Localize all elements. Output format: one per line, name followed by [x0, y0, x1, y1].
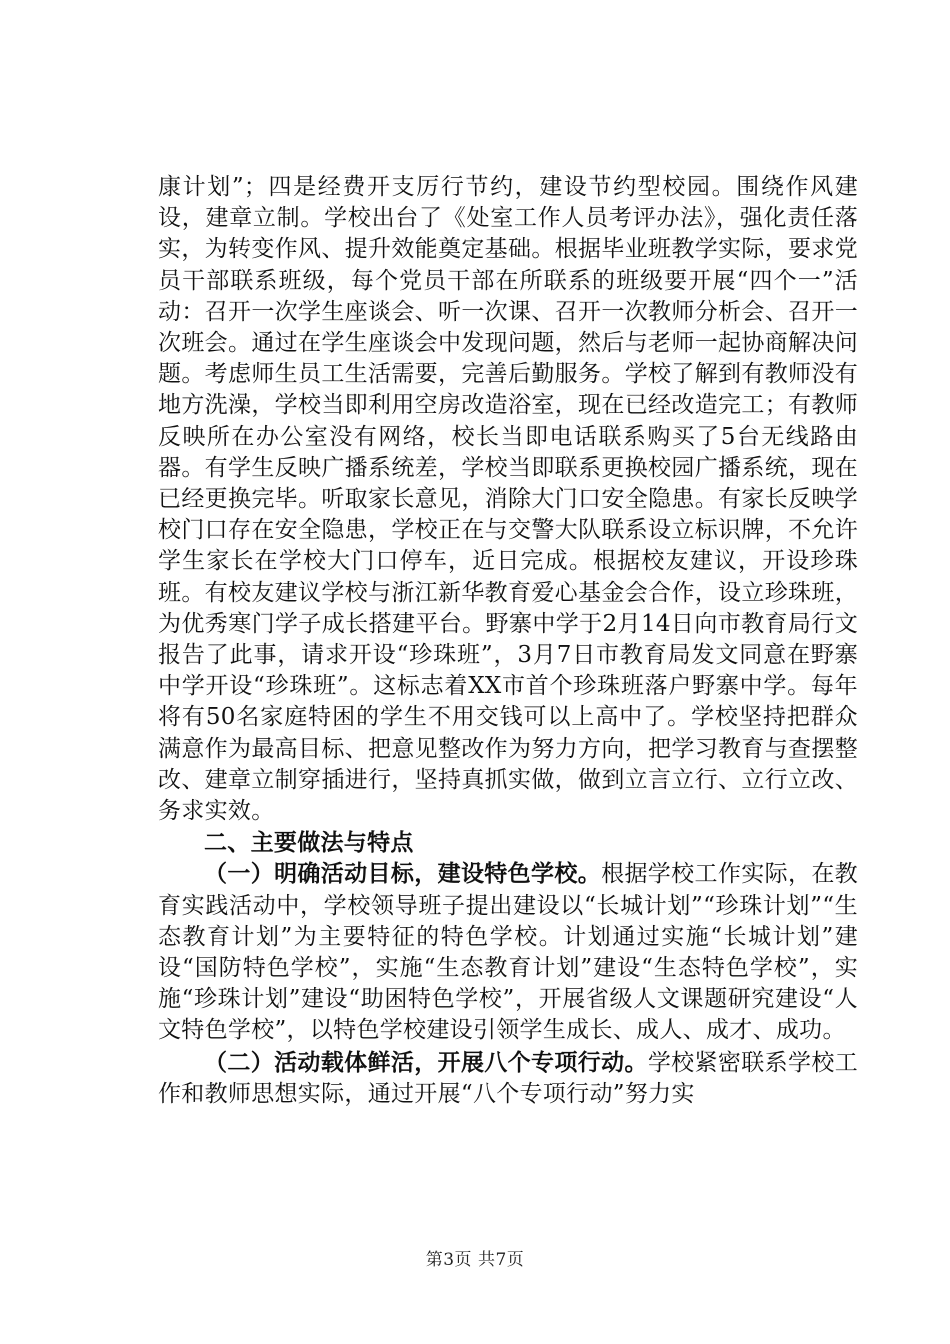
document-body [158, 172, 858, 1110]
subsection-body-1: 根据学校工作实际，在教育实践活动中，学校领导班子提出建设以“长城计划”“珍珠计划”“生态教育计划”为主要特征的特色学校。计划通过实施“长城计划”建设“国防特色学校”，实施“生态教育计划”建设“生态特色学校”，实施“珍珠计划”建设“助困特色学校”，开展省级人文课题研究建设“人文特色学校”，以特色学校建设引领学生成长、成人、成才、成功。 [158, 861, 858, 1044]
subsection-paragraph-2 [158, 1047, 858, 1110]
subsection-heading-1: （一）明确活动目标，建设特色学校。 [204, 860, 602, 888]
subsection-heading-2: （二）活动载体鲜活，开展八个专项行动。 [204, 1048, 648, 1076]
subsection-body-2: 学校紧密联系学校工作和教师思想实际，通过开展“八个专项行动”努力实 [158, 1049, 859, 1107]
section-heading: 二、主要做法与特点 [204, 829, 414, 857]
subsection-paragraph-1 [158, 858, 858, 1046]
page-footer: 第3页 共7页 [425, 1250, 525, 1270]
body-paragraph: 康计划”；四是经费开支厉行节约，建设节约型校园。围绕作风建设，建章立制。学校出台了《处室工作人员考评办法》，强化责任落实，为转变作风、提升效能奠定基础。根据毕业班教学实际，要求党员干部联系班级，每个党员干部在所联系的班级要开展“四个一”活动：召开一次学生座谈会、听一次课、召开一次教师分析会、召开一次班会。通过在学生座谈会中发现问题，然后与老师一起协商解决问题。考虑师生员工生活需要，完善后勤服务。学校了解到有教师没有地方洗澡，学校当即利用空房改造浴室，现在已经改造完工；有教师反映所在办公室没有网络，校长当即电话联系购买了5台无线路由器。有学生反映广播系统差，学校当即联系更换校园广播系统，现在已经更换完毕。听取家长意见，消除大门口安全隐患。有家长反映学校门口存在安全隐患，学校正在与交警大队联系设立标识牌，不允许学生家长在学校大门口停车，近日完成。根据校友建议，开设珍珠班。有校友建议学校与浙江新华教育爱心基金会合作，设立珍珠班，为优秀寒门学子成长搭建平台。野寨中学于2月14日向市教育局行文报告了此事，请求开设“珍珠班”，3月7日市教育局发文同意在野寨中学开设“珍珠班”。这标志着XX市首个珍珠班落户野寨中学。每年将有50名家庭特困的学生不用交钱可以上高中了。学校坚持把群众满意作为最高目标、把意见整改作为努力方向，把学习教育与查摆整改、建章立制穿插进行，坚持真抓实做，做到立言立行、立行立改、务求实效。 [158, 174, 858, 825]
